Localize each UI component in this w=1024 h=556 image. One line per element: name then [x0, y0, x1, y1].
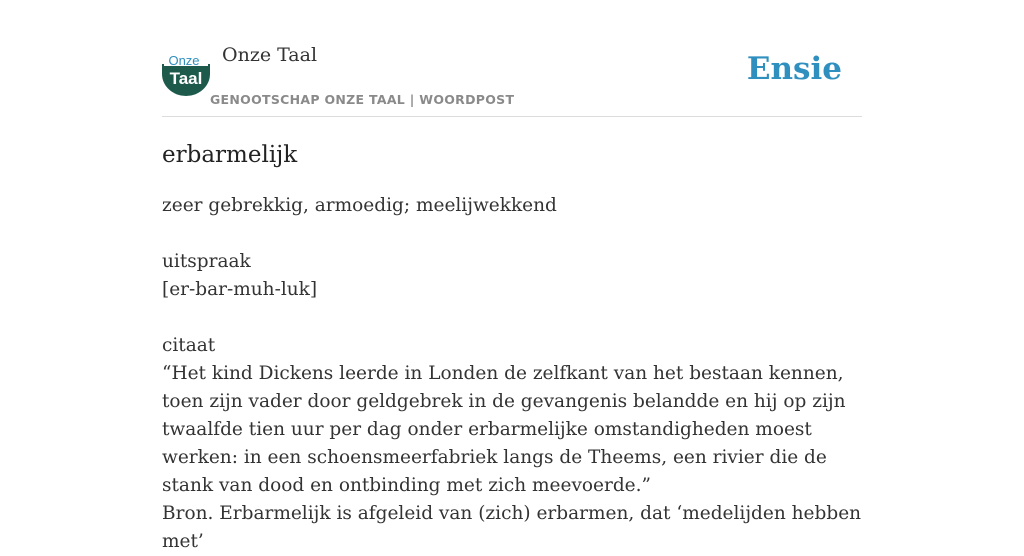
logo-text-taal: Taal: [169, 69, 203, 88]
pronunciation-value: [er-bar-muh-luk]: [162, 279, 318, 300]
source-note: Bron. Erbarmelijk is afgeleid van (zich) erbarmen, dat ‘medelijden hebben met’: [162, 503, 862, 552]
ensie-brand-link[interactable]: Ensie: [746, 51, 842, 87]
pronunciation-heading: uitspraak: [162, 251, 251, 272]
logo-text-onze: Onze: [168, 53, 200, 68]
site-tagline: GENOOTSCHAP ONZE TAAL | WOORDPOST: [210, 92, 515, 107]
header: [162, 42, 862, 117]
entry-definition: zeer gebrekkig, armoedig; meelijwekkend: [162, 195, 557, 216]
site-title[interactable]: Onze Taal: [222, 44, 318, 66]
quote-heading: citaat: [162, 335, 216, 356]
entry-word: erbarmelijk: [162, 142, 298, 168]
entry-content: [162, 136, 872, 556]
quote-section: [162, 332, 872, 556]
onze-taal-logo[interactable]: [162, 52, 210, 96]
pronunciation-section: [162, 248, 872, 304]
quote-text: “Het kind Dickens leerde in Londen de zelfkant van het bestaan kennen, toen zijn vader door geldgebrek in de gevangenis belandde en hij op zijn twaalfde tien uur per dag onder erbarmelijke omstandigheden moest werken: in een schoensmeerfabriek langs de Theems, een rivier die de stank van dood en ontbinding met zich meevoerde.”: [162, 363, 846, 496]
